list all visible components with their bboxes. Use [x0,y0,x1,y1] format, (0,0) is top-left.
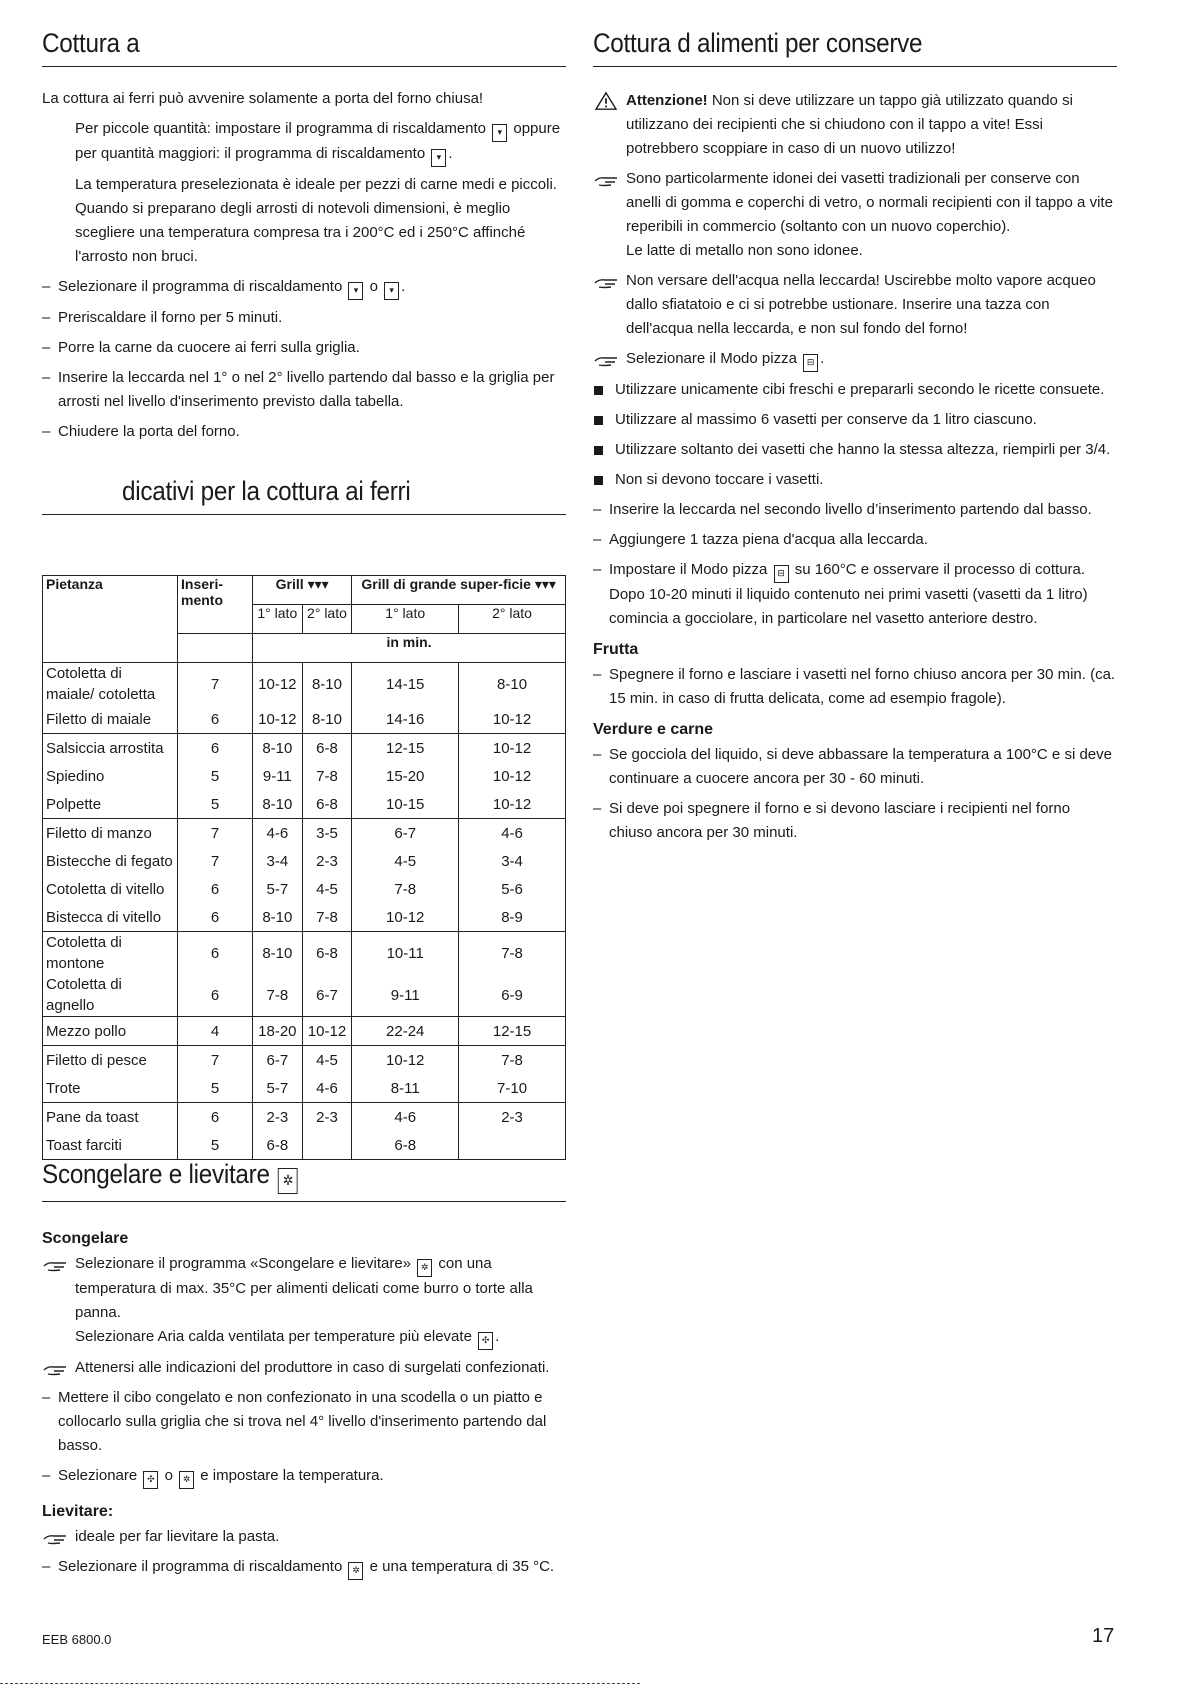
cell-value: 5 [178,762,253,790]
cell-value: 10-12 [253,705,303,734]
cell-value: 7 [178,847,253,875]
cell-value: 5-7 [253,1074,303,1103]
cell-value: 4-6 [253,819,303,848]
cell-value: 15-20 [352,762,459,790]
cell-value: 10-15 [352,790,459,819]
header-side2-big: 2° lato [459,605,566,634]
sub-vegetables: Verdure e carne [593,721,714,738]
cell-value: 3-4 [253,847,303,875]
cell-value: 7 [178,819,253,848]
table-row [43,903,566,932]
cell-dish: Bistecche di fegato [43,847,178,875]
cell-value: 4-5 [302,1046,352,1075]
cell-dish: Toast farciti [43,1131,178,1160]
defrost-icon: ✲ [348,1562,363,1580]
vegetables-step-2: – Si deve poi spegnere il forno e si devono lasciare i recipienti nel forno chiuso ancora per 30 minuti. [593,797,1117,845]
cell-value: 4-5 [352,847,459,875]
cell-value: 3-5 [302,819,352,848]
grill-step-3: – Porre la carne da cuocere ai ferri sulla griglia. [42,336,566,360]
cell-value: 8-10 [302,705,352,734]
left-column [42,22,566,535]
cell-value: 6-8 [302,790,352,819]
cell-value: 8-11 [352,1074,459,1103]
header-side1: 1° lato [253,605,303,634]
grill-step-2: – Preriscaldare il forno per 5 minuti. [42,306,566,330]
cell-value: 2-3 [459,1103,566,1132]
cell-value: 7-8 [302,762,352,790]
cell-value: 9-11 [253,762,303,790]
table-row [43,1017,566,1046]
cell-value: 4-6 [459,819,566,848]
hand-pointer-icon [42,1358,68,1378]
cell-value: 10-11 [352,932,459,975]
table-row [43,932,566,975]
fruit-step: – Spegnere il forno e lasciare i vasetti nel forno chiuso ancora per 30 min. (ca. 15 min. in caso di frutta delicata, come ad esempio fragole). [593,663,1117,711]
cell-value: 4-6 [302,1074,352,1103]
cell-value: 6 [178,903,253,932]
cell-dish: Polpette [43,790,178,819]
cell-dish: Mezzo pollo [43,1017,178,1046]
defrost-icon: ✲ [179,1471,194,1489]
cell-value: 4 [178,1017,253,1046]
sub-defrost: Scongelare [42,1230,129,1247]
sub-proofing: Lievitare: [42,1503,114,1520]
cell-dish: Salsiccia arrostita [43,734,178,763]
fan-icon: ✣ [143,1471,158,1489]
hand-pointer-icon [593,169,619,189]
cell-value: 14-16 [352,705,459,734]
cell-value: 2-3 [253,1103,303,1132]
grill-table [42,575,566,1160]
cell-value: 9-11 [352,974,459,1017]
cell-dish: Cotoletta di montone [43,932,178,975]
defrost-step-1: – Mettere il cibo congelato e non confezionato in una scodella o un piatto e collocarlo sulla griglia che si trova nel 4° livello d'inserimento partendo dal basso. [42,1386,566,1458]
table-row [43,1046,566,1075]
cell-value: 10-12 [352,1046,459,1075]
cell-value: 10-12 [352,903,459,932]
warning-icon [593,91,619,111]
hand-pointer-icon [42,1254,68,1274]
cell-value: 6-9 [459,974,566,1017]
cell-value: 6-8 [302,734,352,763]
grill-step-1: – Selezionare il programma di riscaldamento ▾ o ▾ . [42,275,566,300]
section-title-defrost: Scongelare e lievitare ✲ [42,1153,565,1201]
header-unit: in min. [253,634,566,663]
grill-para2: La temperatura preselezionata è ideale per pezzi di carne medi e piccoli. Quando si preparano degli arrosti di notevoli dimensioni, è meglio scegliere una temperatura compresa tra i 200°C ed i 250°C affinché l'arrosto non bruci. [75,176,557,265]
table-row [43,734,566,763]
cell-value: 10-12 [459,790,566,819]
grill-para1: Per piccole quantità: impostare il programma di riscaldamento ▾ oppure per quantità maggiori: il programma di riscaldamento ▾ . [42,117,566,167]
bottom-rule [0,1683,640,1684]
cell-dish: Filetto di pesce [43,1046,178,1075]
cell-value: 22-24 [352,1017,459,1046]
defrost-icon: ✲ [417,1259,432,1277]
cell-value: 5-7 [253,875,303,903]
cell-value: 6-8 [302,932,352,975]
defrost-note-2: Attenersi alle indicazioni del produttore in caso di surgelati confezionati. [42,1356,566,1380]
cell-value: 6 [178,875,253,903]
header-grill-big: Grill di grande super-ficie ▾▾▾ [352,576,566,605]
sub-fruit: Frutta [593,641,639,658]
warning-note: Attenzione! Non si deve utilizzare un tappo già utilizzato quando si utilizzano dei recipienti che si chiudono con il tappo a vite! Essi potrebbero scoppiare in caso di un nuovo utilizzo! [593,89,1117,161]
grill-icon: ▾▾▾ [307,576,329,592]
preserve-step-2: – Aggiungere 1 tazza piena d'acqua alla leccarda. [593,528,1117,552]
cell-dish: Spiedino [43,762,178,790]
hand-pointer-icon [42,1527,68,1547]
cell-value: 6-7 [352,819,459,848]
table-row [43,1103,566,1132]
cell-value: 12-15 [352,734,459,763]
cell-value: 7-8 [459,1046,566,1075]
proofing-step: – Selezionare il programma di riscaldamento ✲ e una temperatura di 35 °C. [42,1555,566,1580]
grill-intro: La cottura ai ferri può avvenire solamente a porta del forno chiusa! [42,90,484,107]
table-row [43,790,566,819]
cell-value: 8-10 [253,734,303,763]
cell-dish: Cotoletta di vitello [43,875,178,903]
cell-value: 6 [178,1103,253,1132]
cell-value: 10-12 [302,1017,352,1046]
section-title-grill-table: dicativi per la cottura ai ferri [122,476,411,506]
table-row [43,663,566,706]
header-level: Inseri- mento [178,576,253,634]
cell-value: 8-10 [302,663,352,706]
grill-step-4: – Inserire la leccarda nel 1° o nel 2° livello partendo dal basso e la griglia per arrosti nel livello d'inserimento previsto dalla tabella. [42,366,566,414]
table-row [43,847,566,875]
table-row [43,705,566,734]
cell-dish: Pane da toast [43,1103,178,1132]
preserve-note-2: Non versare dell'acqua nella leccarda! Uscirebbe molto vapore acqueo dallo sfiatatoio e ci si potrebbe ustionare. Inserire una tazza con dell'acqua nella leccarda, e non sul fondo del forno! [593,269,1117,341]
cell-dish: Filetto di maiale [43,705,178,734]
preserve-step-1: – Inserire la leccarda nel secondo livello d’inserimento partendo dal basso. [593,498,1117,522]
cell-value: 10-12 [459,734,566,763]
section-title-grill: Cottura a [42,28,140,58]
cell-value: 6-7 [253,1046,303,1075]
grill-large-icon: ▾ [431,149,446,167]
table-row [43,762,566,790]
header-side1-big: 1° lato [352,605,459,634]
cell-value: 6-8 [253,1131,303,1160]
pizza-mode-icon: ⊟ [803,354,818,372]
defrost-icon: ✲ [278,1168,298,1194]
cell-value: 7-8 [253,974,303,1017]
grill-step-5: – Chiudere la porta del forno. [42,420,566,444]
cell-value: 6 [178,974,253,1017]
cell-value: 5 [178,1074,253,1103]
cell-value: 6 [178,705,253,734]
table-row [43,974,566,1017]
cell-value: 5-6 [459,875,566,903]
cell-value: 7 [178,1046,253,1075]
cell-value: 14-15 [352,663,459,706]
proofing-note: ideale per far lievitare la pasta. [42,1525,566,1549]
hand-pointer-icon [593,349,619,369]
section-title-preserves: Cottura d alimenti per conserve [593,28,923,58]
cell-dish: Cotoletta di agnello [43,974,178,1017]
cell-value: 6 [178,932,253,975]
cell-value: 10-12 [253,663,303,706]
defrost-note-1: Selezionare il programma «Scongelare e lievitare» ✲ con una temperatura di max. 35°C per alimenti delicati come burro o torte alla panna. Selezionare Aria calda ventilata per temperature più elevate ✣ . [42,1252,566,1350]
preserve-note-1: Sono particolarmente idonei dei vasetti tradizionali per conserve con anelli di gomma e coperchi di vetro, o normali recipienti con il tappo a vite reperibili in commercio (soltanto con un nuovo coperchio). Le latte di metallo non sono idonee. [593,167,1117,263]
preserve-bullet: Utilizzare unicamente cibi freschi e prepararli secondo le ricette consuete. [593,378,1117,402]
hand-pointer-icon [593,271,619,291]
cell-value: 8-9 [459,903,566,932]
grill-big-icon: ▾▾▾ [534,576,556,592]
cell-value: 2-3 [302,1103,352,1132]
preserve-bullet: Utilizzare soltanto dei vasetti che hanno la stessa altezza, riempirli per 3/4. [593,438,1117,462]
grill-large-icon: ▾ [384,282,399,300]
fan-icon: ✣ [478,1332,493,1350]
cell-value: 7-10 [459,1074,566,1103]
cell-value: 6 [178,734,253,763]
preserve-bullet: Utilizzare al massimo 6 vasetti per conserve da 1 litro ciascuno. [593,408,1117,432]
cell-value: 8-10 [253,903,303,932]
table-row [43,875,566,903]
cell-value: 12-15 [459,1017,566,1046]
model-number: EEB 6800.0 [42,1632,112,1647]
preserve-bullet: Non si devono toccare i vasetti. [593,468,1117,492]
page-number: 17 [1092,1625,1115,1647]
cell-value: 6-8 [352,1131,459,1160]
header-dish: Pietanza [43,576,178,663]
cell-dish: Cotoletta di maiale/ cotoletta [43,663,178,706]
cell-value: 18-20 [253,1017,303,1046]
cell-value: 7-8 [302,903,352,932]
cell-value: 4-6 [352,1103,459,1132]
cell-value: 5 [178,1131,253,1160]
cell-value: 4-5 [302,875,352,903]
vegetables-step-1: – Se gocciola del liquido, si deve abbassare la temperatura a 100°C e si deve continuare a cuocere ancora per 30 - 60 minuti. [593,743,1117,791]
cell-value: 7-8 [459,932,566,975]
cell-value: 8-10 [459,663,566,706]
cell-value: 10-12 [459,762,566,790]
cell-value: 6-7 [302,974,352,1017]
cell-value: 8-10 [253,932,303,975]
cell-value: 7-8 [352,875,459,903]
cell-dish: Filetto di manzo [43,819,178,848]
pizza-mode-icon: ⊟ [774,565,789,583]
cell-value: 7 [178,663,253,706]
header-grill: Grill ▾▾▾ [253,576,352,605]
header-side2: 2° lato [302,605,352,634]
cell-value: 3-4 [459,847,566,875]
preserve-step-3: – Impostare il Modo pizza ⊟ su 160°C e osservare il processo di cottura. Dopo 10-20 minuti il liquido contenuto nei primi vasetti (vasetti da 1 litro) comincia a gocciolare, in particolare nel vasetto anteriore destro. [593,558,1117,631]
grill-small-icon: ▾ [348,282,363,300]
grill-small-icon: ▾ [492,124,507,142]
defrost-step-2: – Selezionare ✣ o ✲ e impostare la temperatura. [42,1464,566,1489]
cell-value: 8-10 [253,790,303,819]
table-row [43,819,566,848]
cell-dish: Bistecca di vitello [43,903,178,932]
table-row [43,1074,566,1103]
right-column [593,22,1117,851]
cell-value: 2-3 [302,847,352,875]
cell-value: 10-12 [459,705,566,734]
cell-dish: Trote [43,1074,178,1103]
cell-value: 5 [178,790,253,819]
defrost-section [42,1153,566,1586]
preserve-note-3: Selezionare il Modo pizza ⊟ . [593,347,1117,372]
